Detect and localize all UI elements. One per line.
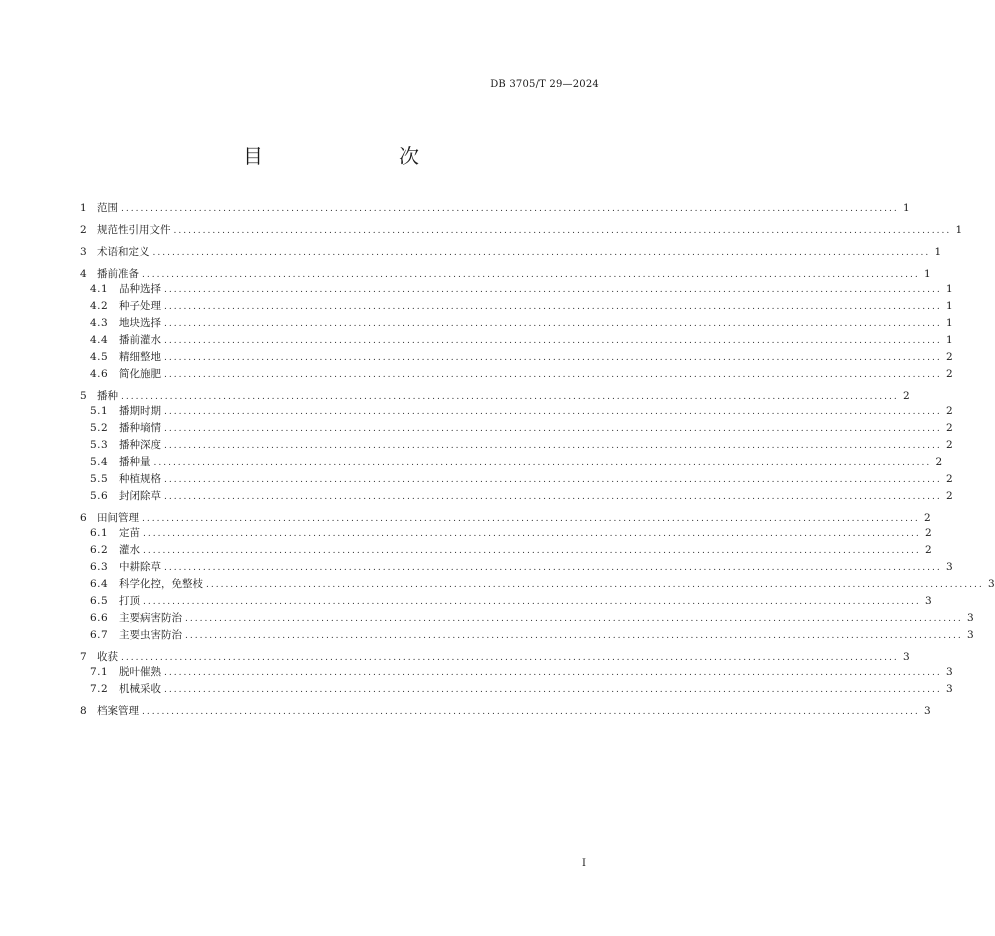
toc-entry[interactable] [90, 298, 953, 314]
toc-entry-number: 5.1 [90, 405, 109, 417]
toc-entry[interactable] [90, 664, 953, 680]
toc-entry-label: 范围 [97, 202, 118, 214]
toc-entry-label: 地块选择 [119, 317, 161, 329]
toc-entry[interactable] [90, 281, 953, 297]
toc-entry-page: 2 [903, 390, 910, 402]
toc-entry-label: 播种墒情 [119, 422, 161, 434]
toc-dot-leader: ................................................................................................................................................................ [142, 707, 920, 717]
toc-dot-leader: ................................................................................................................................................................ [121, 204, 899, 214]
toc-dot-leader: ................................................................................................................................................................ [142, 270, 920, 280]
toc-entry-page: 2 [946, 473, 953, 485]
toc-dot-leader: ................................................................................................................................................................ [153, 458, 932, 468]
toc-entry-number: 5.6 [90, 490, 109, 502]
toc-entry-number: 8 [80, 705, 87, 717]
toc-dot-leader: ................................................................................................................................................................ [206, 580, 984, 590]
toc-entry[interactable] [80, 388, 910, 404]
toc-entry-page: 1 [946, 317, 953, 329]
document-code: DB 3705/T 29—2024 [490, 79, 599, 90]
toc-entry-label: 主要虫害防治 [119, 629, 182, 641]
toc-entry-label: 脱叶催熟 [119, 666, 161, 678]
toc-entry-number: 5.2 [90, 422, 109, 434]
toc-entry-label: 档案管理 [97, 705, 139, 717]
toc-entry-number: 6.1 [90, 527, 109, 539]
toc-entry-page: 1 [946, 300, 953, 312]
toc-entry[interactable] [90, 610, 974, 626]
toc-dot-leader: ................................................................................................................................................................ [164, 424, 942, 434]
toc-entry-number: 4.1 [90, 283, 109, 295]
toc-dot-leader: ................................................................................................................................................................ [164, 475, 942, 485]
toc-entry[interactable] [90, 454, 943, 470]
toc-entry[interactable] [90, 576, 995, 592]
toc-entry-label: 种植规格 [119, 473, 161, 485]
toc-dot-leader: ................................................................................................................................................................ [152, 248, 931, 258]
toc-dot-leader: ................................................................................................................................................................ [164, 492, 942, 502]
toc-entry[interactable] [80, 703, 931, 719]
toc-entry-page: 3 [946, 561, 953, 573]
toc-entry-page: 1 [934, 246, 942, 258]
toc-entry-number: 2 [80, 224, 87, 236]
toc-entry-number: 5.4 [90, 456, 109, 468]
toc-entry-label: 灌水 [119, 544, 140, 556]
toc-dot-leader: ................................................................................................................................................................ [164, 370, 942, 380]
toc-entry-label: 科学化控，免整枝 [119, 578, 203, 590]
toc-entry-label: 简化施肥 [119, 368, 161, 380]
toc-entry-number: 4.5 [90, 351, 109, 363]
toc-entry[interactable] [90, 542, 932, 558]
toc-dot-leader: ................................................................................................................................................................ [164, 407, 942, 417]
toc-entry-page: 2 [946, 351, 953, 363]
toc-entry-number: 4 [80, 268, 87, 280]
toc-entry-page: 2 [925, 527, 932, 539]
toc-dot-leader: ................................................................................................................................................................ [121, 653, 899, 663]
toc-entry-page: 2 [925, 544, 932, 556]
toc-dot-leader: ................................................................................................................................................................ [173, 226, 952, 236]
toc-entry-label: 种子处理 [119, 300, 161, 312]
toc-entry-page: 2 [946, 422, 953, 434]
toc-entry[interactable] [90, 593, 932, 609]
toc-entry-number: 6.6 [90, 612, 109, 624]
toc-entry-page: 3 [946, 666, 953, 678]
toc-entry-number: 5 [80, 390, 87, 402]
toc-entry-number: 3 [80, 246, 87, 258]
toc-entry-label: 收获 [97, 651, 118, 663]
toc-entry[interactable] [80, 200, 910, 216]
toc-entry-number: 7 [80, 651, 87, 663]
toc-entry-page: 1 [924, 268, 931, 280]
toc-entry-label: 打顶 [119, 595, 140, 607]
toc-entry-page: 2 [946, 490, 953, 502]
toc-entry-page: 2 [935, 456, 943, 468]
toc-entry-page: 2 [924, 512, 931, 524]
toc-entry-page: 2 [946, 368, 953, 380]
toc-entry-label: 术语和定义 [97, 246, 150, 258]
toc-entry-page: 1 [903, 202, 910, 214]
toc-entry-label: 封闭除草 [119, 490, 161, 502]
toc-entry[interactable] [80, 266, 931, 282]
toc-dot-leader: ................................................................................................................................................................ [143, 597, 921, 607]
toc-entry-number: 1 [80, 202, 87, 214]
toc-dot-leader: ................................................................................................................................................................ [164, 285, 942, 295]
toc-dot-leader: ................................................................................................................................................................ [164, 302, 942, 312]
toc-dot-leader: ................................................................................................................................................................ [143, 546, 921, 556]
toc-entry[interactable] [90, 627, 974, 643]
toc-dot-leader: ................................................................................................................................................................ [164, 441, 942, 451]
toc-dot-leader: ................................................................................................................................................................ [185, 614, 963, 624]
toc-dot-leader: ................................................................................................................................................................ [164, 668, 942, 678]
toc-entry[interactable] [90, 315, 953, 331]
toc-entry-label: 定苗 [119, 527, 140, 539]
toc-entry-page: 3 [967, 629, 974, 641]
toc-entry[interactable] [90, 681, 953, 697]
toc-entry-label: 播种深度 [119, 439, 161, 451]
toc-entry-number: 7.2 [90, 683, 109, 695]
toc-entry-page: 1 [955, 224, 963, 236]
toc-dot-leader: ................................................................................................................................................................ [164, 353, 942, 363]
toc-dot-leader: ................................................................................................................................................................ [164, 336, 942, 346]
toc-entry-label: 机械采收 [119, 683, 161, 695]
toc-entry[interactable] [90, 403, 953, 419]
toc-entry-number: 6.5 [90, 595, 109, 607]
toc-entry-label: 中耕除草 [119, 561, 161, 573]
toc-entry-page: 3 [946, 683, 953, 695]
toc-entry[interactable] [90, 559, 953, 575]
toc-entry[interactable] [90, 471, 953, 487]
toc-dot-leader: ................................................................................................................................................................ [185, 631, 963, 641]
toc-entry[interactable] [90, 525, 932, 541]
toc-entry-label: 播前准备 [97, 268, 139, 280]
toc-dot-leader: ................................................................................................................................................................ [121, 392, 899, 402]
toc-entry-page: 3 [988, 578, 995, 590]
toc-entry-page: 3 [903, 651, 910, 663]
toc-entry-page: 2 [946, 405, 953, 417]
toc-entry-label: 品种选择 [119, 283, 161, 295]
toc-dot-leader: ................................................................................................................................................................ [164, 563, 942, 573]
toc-entry[interactable] [80, 222, 963, 238]
toc-entry-number: 4.2 [90, 300, 109, 312]
page-number: I [582, 858, 586, 869]
toc-dot-leader: ................................................................................................................................................................ [164, 685, 942, 695]
toc-dot-leader: ................................................................................................................................................................ [143, 529, 921, 539]
toc-dot-leader: ................................................................................................................................................................ [164, 319, 942, 329]
toc-entry-page: 1 [946, 283, 953, 295]
toc-entry-label: 播前灌水 [119, 334, 161, 346]
toc-entry-number: 6.2 [90, 544, 109, 556]
toc-entry[interactable] [90, 437, 953, 453]
toc-entry[interactable] [80, 510, 931, 526]
toc-entry[interactable] [90, 332, 953, 348]
toc-entry-number: 4.4 [90, 334, 109, 346]
toc-entry-label: 播期时期 [119, 405, 161, 417]
toc-entry-label: 播种 [97, 390, 118, 402]
toc-entry-page: 3 [925, 595, 932, 607]
toc-entry[interactable] [90, 366, 953, 382]
toc-entry[interactable] [80, 649, 910, 665]
toc-entry-number: 6.7 [90, 629, 109, 641]
toc-entry-label: 田间管理 [97, 512, 139, 524]
toc-entry-label: 精细整地 [119, 351, 161, 363]
toc-entry-number: 6.4 [90, 578, 109, 590]
toc-entry-page: 3 [924, 705, 931, 717]
toc-title: 目 次 [243, 144, 451, 168]
toc-entry-number: 7.1 [90, 666, 109, 678]
toc-entry[interactable] [80, 244, 942, 260]
toc-dot-leader: ................................................................................................................................................................ [142, 514, 920, 524]
toc-entry-number: 5.3 [90, 439, 109, 451]
toc-entry-number: 4.6 [90, 368, 109, 380]
toc-entry-number: 5.5 [90, 473, 109, 485]
toc-entry[interactable] [90, 488, 953, 504]
toc-entry[interactable] [90, 420, 953, 436]
toc-entry-number: 4.3 [90, 317, 109, 329]
toc-entry-page: 2 [946, 439, 953, 451]
toc-entry[interactable] [90, 349, 953, 365]
toc-entry-label: 播种量 [119, 456, 151, 468]
toc-entry-label: 规范性引用文件 [97, 224, 171, 236]
toc-entry-label: 主要病害防治 [119, 612, 182, 624]
toc-entry-page: 3 [967, 612, 974, 624]
toc-entry-number: 6 [80, 512, 87, 524]
toc-entry-number: 6.3 [90, 561, 109, 573]
toc-entry-page: 1 [946, 334, 953, 346]
